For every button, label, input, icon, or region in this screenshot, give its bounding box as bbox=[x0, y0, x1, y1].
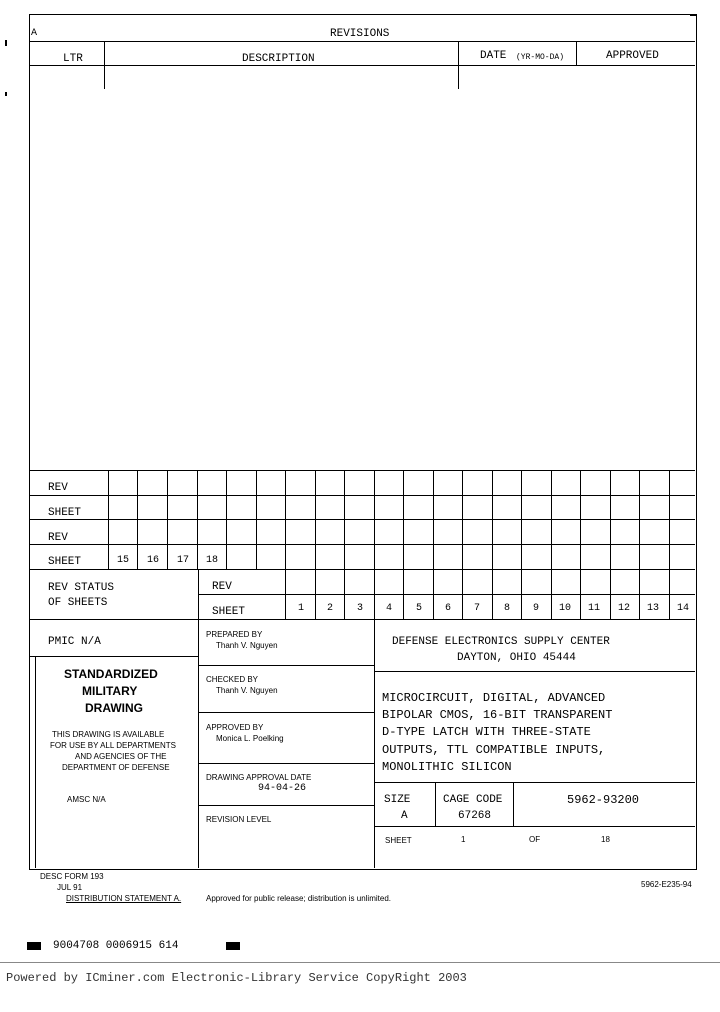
grid-sheet-label: SHEET bbox=[48, 507, 82, 519]
grid-vline bbox=[492, 470, 493, 619]
grid-vline bbox=[580, 470, 581, 619]
approved-by-name: Monica L. Poelking bbox=[216, 734, 284, 743]
title-block-hline bbox=[374, 671, 695, 672]
grid-sheet-label: SHEET bbox=[48, 556, 82, 568]
sheet-number: 15 bbox=[117, 555, 130, 566]
grid-vline bbox=[610, 470, 611, 619]
grid-vline bbox=[374, 470, 375, 619]
grid-vline bbox=[551, 470, 552, 619]
cage-code-label: CAGE CODE bbox=[443, 794, 503, 806]
amsc-label: AMSC N/A bbox=[67, 795, 106, 804]
rev-status-label: REV STATUS bbox=[48, 582, 115, 594]
availability-text: FOR USE BY ALL DEPARTMENTS bbox=[50, 741, 176, 750]
revision-level-label: REVISION LEVEL bbox=[206, 815, 272, 824]
title-block-vline bbox=[435, 782, 436, 826]
rev-status-hline bbox=[198, 594, 695, 595]
grid-vline bbox=[521, 470, 522, 619]
distribution-statement-text: Approved for public release; distribution is unlimited. bbox=[206, 894, 391, 903]
sheet-number: 8 bbox=[504, 603, 511, 614]
availability-text: THIS DRAWING IS AVAILABLE bbox=[52, 730, 165, 739]
sheet-number: 9 bbox=[533, 603, 540, 614]
grid-vline bbox=[285, 470, 286, 619]
part-title: BIPOLAR CMOS, 16-BIT TRANSPARENT bbox=[382, 708, 613, 722]
sheet-value: 1 bbox=[461, 835, 466, 844]
prepared-by-label: PREPARED BY bbox=[206, 630, 263, 639]
grid-vline bbox=[403, 470, 404, 619]
sheet-number: 5 bbox=[416, 603, 423, 614]
revisions-col-divider bbox=[458, 41, 459, 89]
col-date-header: DATE bbox=[480, 50, 507, 62]
sheet-number: 13 bbox=[647, 603, 660, 614]
grid-vline bbox=[669, 470, 670, 619]
grid-hline bbox=[30, 470, 695, 471]
col-date-format: (YR-MO-DA) bbox=[516, 53, 565, 62]
revisions-title: REVISIONS bbox=[330, 28, 390, 40]
barcode-block bbox=[226, 942, 240, 950]
part-title: OUTPUTS, TTL COMPATIBLE INPUTS, bbox=[382, 743, 606, 757]
form-code: 5962-E235-94 bbox=[641, 880, 692, 889]
cage-code-value: 67268 bbox=[458, 810, 492, 822]
barcode-block bbox=[27, 942, 41, 950]
approval-date-label: DRAWING APPROVAL DATE bbox=[206, 773, 312, 782]
col-description-header: DESCRIPTION bbox=[242, 53, 315, 65]
sheet-number: 3 bbox=[357, 603, 364, 614]
signature-hline bbox=[198, 712, 374, 713]
drawing-number: 5962-93200 bbox=[567, 793, 640, 807]
rev-status-hline bbox=[30, 619, 695, 620]
margin-tick bbox=[5, 92, 7, 96]
footer-divider bbox=[0, 962, 720, 963]
approved-by-label: APPROVED BY bbox=[206, 723, 264, 732]
frame-top-right-notch bbox=[690, 14, 696, 16]
grid-rev-label: REV bbox=[48, 532, 68, 544]
distribution-statement-label: DISTRIBUTION STATEMENT A. bbox=[66, 894, 182, 903]
size-value: A bbox=[401, 810, 408, 822]
barcode-text: 9004708 0006915 614 bbox=[53, 940, 179, 952]
of-value: 18 bbox=[601, 835, 610, 844]
revisions-header-line bbox=[30, 65, 695, 66]
title-block-hline bbox=[30, 656, 198, 657]
signature-hline bbox=[198, 805, 374, 806]
sheet-number: 17 bbox=[177, 555, 190, 566]
grid-vline bbox=[462, 470, 463, 619]
checked-by-label: CHECKED BY bbox=[206, 675, 259, 684]
margin-mark: A bbox=[31, 28, 38, 39]
sheet-number: 10 bbox=[559, 603, 572, 614]
rev-status-label: OF SHEETS bbox=[48, 597, 108, 609]
availability-text: AND AGENCIES OF THE bbox=[75, 752, 167, 761]
powered-by-text: Powered by ICminer.com Electronic-Library Service CopyRight 2003 bbox=[6, 971, 467, 985]
sheet-number: 2 bbox=[327, 603, 334, 614]
grid-vline bbox=[226, 470, 227, 569]
col-ltr-header: LTR bbox=[63, 53, 83, 65]
part-title: D-TYPE LATCH WITH THREE-STATE bbox=[382, 725, 591, 739]
sheet-label: SHEET bbox=[385, 836, 412, 845]
part-title: MONOLITHIC SILICON bbox=[382, 760, 512, 774]
agency-address: DAYTON, OHIO 45444 bbox=[457, 652, 576, 664]
grid-vline bbox=[344, 470, 345, 619]
checked-by-name: Thanh V. Nguyen bbox=[216, 686, 278, 695]
rev-status-vline bbox=[198, 569, 199, 868]
grid-vline bbox=[167, 470, 168, 569]
grid-vline bbox=[197, 470, 198, 569]
grid-hline bbox=[30, 544, 695, 545]
grid-vline bbox=[256, 470, 257, 569]
standardized-title: STANDARDIZED bbox=[64, 667, 158, 681]
grid-hline bbox=[30, 495, 695, 496]
signature-hline bbox=[198, 763, 374, 764]
revisions-col-divider bbox=[576, 41, 577, 65]
title-block-hline bbox=[374, 782, 695, 783]
grid-vline bbox=[137, 470, 138, 569]
revisions-title-line bbox=[30, 41, 695, 42]
part-title: MICROCIRCUIT, DIGITAL, ADVANCED bbox=[382, 691, 606, 705]
grid-hline bbox=[30, 519, 695, 520]
sheet-number: 16 bbox=[147, 555, 160, 566]
grid-rev-label: REV bbox=[48, 482, 68, 494]
size-label: SIZE bbox=[384, 794, 411, 806]
availability-text: DEPARTMENT OF DEFENSE bbox=[62, 763, 170, 772]
rev-status-rev-label: REV bbox=[212, 581, 232, 593]
standardized-title: MILITARY bbox=[82, 684, 138, 698]
sheet-number: 11 bbox=[588, 603, 601, 614]
pmic-label: PMIC N/A bbox=[48, 636, 101, 648]
sheet-number: 6 bbox=[445, 603, 452, 614]
col-approved-header: APPROVED bbox=[606, 50, 659, 62]
title-block-vline bbox=[374, 619, 375, 868]
sheet-number: 4 bbox=[386, 603, 393, 614]
grid-vline bbox=[433, 470, 434, 619]
standardized-title: DRAWING bbox=[85, 701, 143, 715]
title-block-vline bbox=[513, 782, 514, 826]
title-block-hline bbox=[35, 656, 36, 868]
agency-name: DEFENSE ELECTRONICS SUPPLY CENTER bbox=[392, 636, 610, 648]
form-number: DESC FORM 193 bbox=[40, 872, 104, 881]
signature-hline bbox=[198, 665, 374, 666]
margin-tick bbox=[5, 40, 7, 46]
revisions-col-divider bbox=[104, 41, 105, 89]
sheet-number: 1 bbox=[298, 603, 305, 614]
title-block-hline bbox=[374, 826, 695, 827]
of-label: OF bbox=[529, 835, 541, 844]
grid-vline bbox=[108, 470, 109, 569]
sheet-number: 7 bbox=[474, 603, 481, 614]
grid-vline bbox=[639, 470, 640, 619]
prepared-by-name: Thanh V. Nguyen bbox=[216, 641, 278, 650]
grid-hline bbox=[30, 569, 695, 570]
sheet-number: 18 bbox=[206, 555, 219, 566]
grid-vline bbox=[315, 470, 316, 619]
sheet-number: 14 bbox=[677, 603, 690, 614]
rev-status-sheet-label: SHEET bbox=[212, 606, 246, 618]
form-date: JUL 91 bbox=[57, 883, 83, 892]
approval-date-value: 94-04-26 bbox=[258, 783, 307, 794]
sheet-number: 12 bbox=[618, 603, 631, 614]
